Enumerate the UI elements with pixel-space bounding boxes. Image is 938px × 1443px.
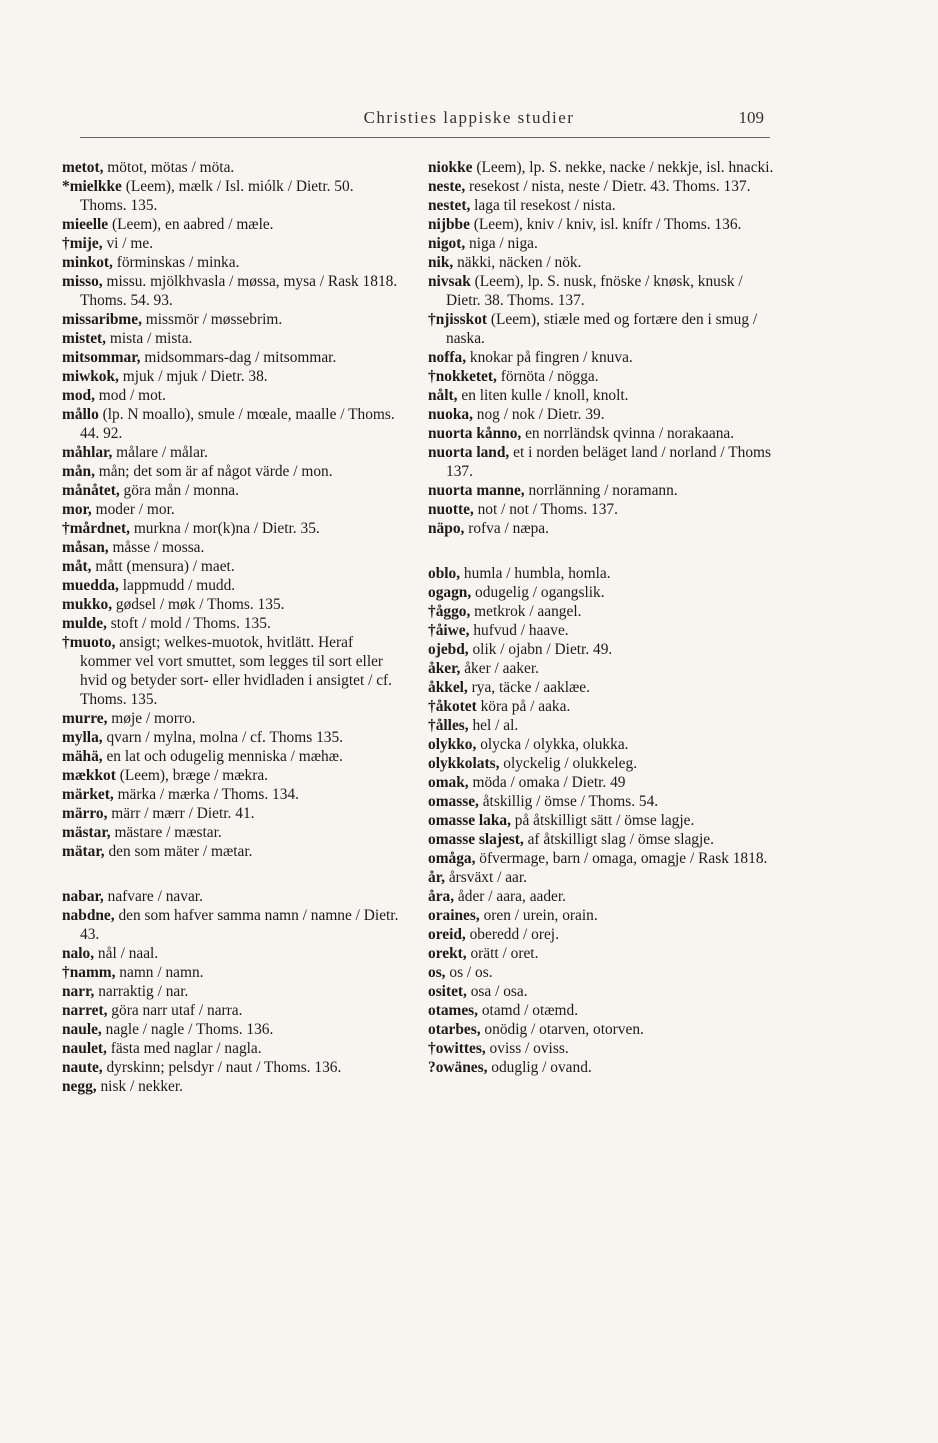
entry-headword: metot,	[62, 159, 104, 176]
entry-headword: niokke	[428, 159, 473, 176]
entry-headword: mod,	[62, 387, 95, 404]
entry-headword: nuoka,	[428, 406, 473, 423]
entry-definition: (Leem), bræge / mækra.	[115, 767, 269, 784]
entry-definition: mista / mista.	[106, 330, 193, 347]
entry-definition: osa / osa.	[466, 983, 528, 1000]
entry-definition: märka / mærka / Thoms. 134.	[113, 786, 299, 803]
dictionary-entry	[428, 272, 776, 310]
entry-definition: niga / niga.	[465, 235, 538, 252]
entry-headword: mähä,	[62, 748, 103, 765]
entry-definition: otamd / otæmd.	[478, 1002, 579, 1019]
dictionary-entry	[428, 697, 776, 716]
dictionary-entry	[428, 196, 776, 215]
entry-headword: narr,	[62, 983, 95, 1000]
entry-definition: resekost / nista, neste / Dietr. 43. Thoms. 137.	[465, 178, 751, 195]
entry-definition: på åtskilligt sätt / ömse lagje.	[510, 812, 695, 829]
entry-definition: narraktig / nar.	[94, 983, 189, 1000]
entry-definition: qvarn / mylna, molna / cf. Thoms 135.	[102, 729, 343, 746]
dictionary-entry	[428, 367, 776, 386]
dictionary-entry	[428, 773, 776, 792]
entry-headword: mulde,	[62, 615, 107, 632]
entry-headword: mækkot	[62, 767, 116, 784]
entry-definition: stoft / mold / Thoms. 135.	[106, 615, 271, 632]
entry-definition: missu. mjölkhvasla / møssa, mysa / Rask 1818. Thoms. 54. 93.	[80, 273, 398, 309]
entry-headword: orekt,	[428, 945, 467, 962]
dictionary-entry	[428, 678, 776, 697]
entry-headword: nik,	[428, 254, 454, 271]
entry-definition: förnöta / nögga.	[496, 368, 599, 385]
dictionary-entry	[62, 386, 402, 405]
entry-headword: måsan,	[62, 539, 109, 556]
dictionary-entry	[62, 982, 402, 1001]
entry-definition: olycka / olykka, olukka.	[476, 736, 629, 753]
dictionary-entry	[62, 443, 402, 462]
dictionary-entry	[62, 823, 402, 842]
entry-headword: ositet,	[428, 983, 467, 1000]
dictionary-entry	[62, 944, 402, 963]
entry-definition: en liten kulle / knoll, knolt.	[457, 387, 629, 404]
entry-definition: (Leem), mælk / Isl. miólk / Dietr. 50. Thoms. 135.	[80, 178, 354, 214]
entry-headword: †muoto,	[62, 634, 116, 651]
dictionary-entry	[62, 1058, 402, 1077]
dictionary-entry	[62, 158, 402, 177]
entry-headword: nestet,	[428, 197, 471, 214]
entry-definition: et i norden beläget land / norland / Thoms 137.	[446, 444, 771, 480]
entry-definition: mästare / mæstar.	[110, 824, 222, 841]
entry-headword: †mårdnet,	[62, 520, 130, 537]
entry-definition: (lp. N moallo), smule / mœale, maalle / Thoms. 44. 92.	[80, 406, 395, 442]
entry-definition: den som mäter / mætar.	[104, 843, 253, 860]
entry-headword: omasse slajest,	[428, 831, 524, 848]
dictionary-entry	[428, 519, 776, 538]
entry-definition: åker / aaker.	[460, 660, 539, 677]
dictionary-entry	[428, 234, 776, 253]
dictionary-entry	[428, 1020, 776, 1039]
entry-definition: göra narr utaf / narra.	[107, 1002, 243, 1019]
entry-headword: mukko,	[62, 596, 113, 613]
left-column	[62, 158, 402, 1096]
entry-definition: hel / al.	[468, 717, 519, 734]
dictionary-entry	[428, 982, 776, 1001]
entry-headword: märro,	[62, 805, 108, 822]
dictionary-entry	[428, 1058, 776, 1077]
entry-definition: laga til resekost / nista.	[470, 197, 616, 214]
dictionary-entry	[62, 633, 402, 709]
entry-headword: år,	[428, 869, 445, 886]
entry-definition: möda / omaka / Dietr. 49	[468, 774, 626, 791]
dictionary-entry	[62, 367, 402, 386]
entry-headword: missaribme,	[62, 311, 142, 328]
entry-headword: murre,	[62, 710, 108, 727]
entry-headword: naute,	[62, 1059, 103, 1076]
entry-definition: midsommars-dag / mitsommar.	[140, 349, 337, 366]
dictionary-entry	[62, 1077, 402, 1096]
dictionary-entry	[62, 310, 402, 329]
entry-headword: nabar,	[62, 888, 104, 905]
entry-headword: nivsak	[428, 273, 471, 290]
dictionary-entry	[62, 709, 402, 728]
entry-headword: noffa,	[428, 349, 467, 366]
entry-definition: mötot, mötas / möta.	[103, 159, 235, 176]
dictionary-entry	[62, 614, 402, 633]
entry-headword: †åggo,	[428, 603, 471, 620]
entry-headword: muedda,	[62, 577, 119, 594]
entry-headword: nabdne,	[62, 907, 115, 924]
entry-headword: mätar,	[62, 843, 105, 860]
entry-headword: minkot,	[62, 254, 113, 271]
entry-definition: oviss / oviss.	[485, 1040, 569, 1057]
entry-definition: målare / målar.	[112, 444, 209, 461]
dictionary-entry	[62, 728, 402, 747]
dictionary-entry	[62, 747, 402, 766]
section-spacer	[428, 538, 776, 564]
dictionary-entry	[428, 1039, 776, 1058]
dictionary-entry	[62, 595, 402, 614]
entry-definition: metkrok / aangel.	[470, 603, 582, 620]
entry-definition: (Leem), kniv / kniv, isl. knífr / Thoms. 136.	[469, 216, 742, 233]
dictionary-entry	[62, 462, 402, 481]
entry-headword: neste,	[428, 178, 466, 195]
entry-headword: ?owänes,	[428, 1059, 488, 1076]
dictionary-entry	[428, 386, 776, 405]
entry-headword: ogagn,	[428, 584, 472, 601]
entry-headword: mållo	[62, 406, 99, 423]
dictionary-entry	[62, 234, 402, 253]
dictionary-entry	[428, 583, 776, 602]
entry-headword: nuorta manne,	[428, 482, 525, 499]
entry-definition: (Leem), stiæle med og fortære den i smug / naska.	[446, 311, 758, 347]
dictionary-entry	[62, 1020, 402, 1039]
section-spacer	[62, 861, 402, 887]
entry-headword: †mije,	[62, 235, 103, 252]
entry-definition: rofva / næpa.	[464, 520, 549, 537]
entry-headword: omak,	[428, 774, 469, 791]
entry-headword: misso,	[62, 273, 103, 290]
entry-headword: måt,	[62, 558, 92, 575]
dictionary-entry	[428, 925, 776, 944]
entry-definition: öfvermage, barn / omaga, omagje / Rask 1818.	[475, 850, 768, 867]
entry-headword: oblo,	[428, 565, 461, 582]
dictionary-entry	[62, 348, 402, 367]
dictionary-entry	[428, 659, 776, 678]
entry-headword: mistet,	[62, 330, 107, 347]
entry-headword: mån,	[62, 463, 95, 480]
dictionary-entry	[428, 830, 776, 849]
dictionary-entry	[428, 500, 776, 519]
entry-headword: †åiwe,	[428, 622, 470, 639]
header-rule	[80, 137, 770, 138]
dictionary-entry	[428, 481, 776, 500]
entry-definition: olyckelig / olukkeleg.	[499, 755, 638, 772]
entry-definition: oren / urein, orain.	[479, 907, 598, 924]
dictionary-entry	[62, 519, 402, 538]
entry-definition: nog / nok / Dietr. 39.	[472, 406, 605, 423]
page-number: 109	[738, 108, 764, 127]
entry-headword: †ålles,	[428, 717, 469, 734]
dictionary-entry	[62, 766, 402, 785]
entry-headword: nalo,	[62, 945, 95, 962]
entry-headword: naulet,	[62, 1040, 107, 1057]
entry-definition: oduglig / ovand.	[487, 1059, 592, 1076]
entry-headword: miwkok,	[62, 368, 119, 385]
entry-headword: omasse,	[428, 793, 479, 810]
entry-definition: en lat och odugelig menniska / mæhæ.	[102, 748, 343, 765]
dictionary-entry	[62, 405, 402, 443]
entry-definition: årsväxt / aar.	[444, 869, 528, 886]
dictionary-entry	[62, 804, 402, 823]
entry-headword: otarbes,	[428, 1021, 481, 1038]
entry-definition: (Leem), en aabred / mæle.	[108, 216, 274, 233]
dictionary-entry	[428, 158, 776, 177]
entry-headword: †åkotet	[428, 698, 477, 715]
entry-headword: ojebd,	[428, 641, 469, 658]
entry-definition: missmör / møssebrim.	[141, 311, 283, 328]
dictionary-entry	[428, 887, 776, 906]
entry-definition: ansigt; welkes-muotok, hvitlätt. Heraf kommer vel vort smuttet, som legges til sort eller hvid og betyder sort- eller hvidladen i ansigtet / cf. Thoms. 135.	[80, 634, 392, 708]
dictionary-entry	[62, 215, 402, 234]
dictionary-entry	[428, 1001, 776, 1020]
dictionary-entry	[428, 716, 776, 735]
entry-headword: nuorta land,	[428, 444, 510, 461]
entry-definition: møje / morro.	[107, 710, 196, 727]
dictionary-entry	[428, 735, 776, 754]
entry-headword: naule,	[62, 1021, 102, 1038]
entry-headword: †nokketet,	[428, 368, 497, 385]
entry-headword: åra,	[428, 888, 455, 905]
entry-definition: oberedd / orej.	[465, 926, 559, 943]
entry-headword: måhlar,	[62, 444, 113, 461]
entry-definition: måsse / mossa.	[108, 539, 205, 556]
entry-headword: mor,	[62, 501, 92, 518]
dictionary-entry	[428, 811, 776, 830]
dictionary-entry	[62, 1001, 402, 1020]
entry-definition: hufvud / haave.	[469, 622, 569, 639]
dictionary-entry	[428, 621, 776, 640]
entry-definition: vi / me.	[102, 235, 154, 252]
entry-definition: mån; det som är af något värde / mon.	[94, 463, 333, 480]
entry-headword: olykkolats,	[428, 755, 500, 772]
entry-headword: nuorta kånno,	[428, 425, 522, 442]
dictionary-entry	[428, 963, 776, 982]
entry-definition: nål / naal.	[94, 945, 159, 962]
entry-headword: mieelle	[62, 216, 109, 233]
dictionary-entry	[62, 177, 402, 215]
dictionary-entry	[428, 405, 776, 424]
entry-definition: mjuk / mjuk / Dietr. 38.	[118, 368, 268, 385]
dictionary-entry	[428, 310, 776, 348]
entry-definition: os / os.	[445, 964, 493, 981]
dictionary-entry	[428, 868, 776, 887]
entry-definition: (Leem), lp. S. nusk, fnöske / knøsk, knusk / Dietr. 38. Thoms. 137.	[446, 273, 743, 309]
entry-headword: näpo,	[428, 520, 465, 537]
entry-definition: nagle / nagle / Thoms. 136.	[101, 1021, 274, 1038]
entry-headword: omasse laka,	[428, 812, 511, 829]
entry-definition: fästa med naglar / nagla.	[106, 1040, 262, 1057]
entry-definition: dyrskinn; pelsdyr / naut / Thoms. 136.	[102, 1059, 342, 1076]
entry-definition: norrlänning / noramann.	[524, 482, 678, 499]
entry-definition: nisk / nekker.	[96, 1078, 183, 1095]
entry-definition: den som hafver samma namn / namne / Dietr. 43.	[80, 907, 399, 943]
dictionary-entry	[62, 576, 402, 595]
dictionary-entry	[428, 443, 776, 481]
entry-definition: moder / mor.	[91, 501, 175, 518]
dictionary-entry	[62, 887, 402, 906]
entry-definition: nafvare / navar.	[103, 888, 203, 905]
dictionary-entry	[62, 253, 402, 272]
entry-headword: oreid,	[428, 926, 466, 943]
entry-definition: märr / mærr / Dietr. 41.	[107, 805, 255, 822]
dictionary-entry	[62, 500, 402, 519]
entry-headword: månåtet,	[62, 482, 120, 499]
entry-headword: nigot,	[428, 235, 466, 252]
entry-definition: not / not / Thoms. 137.	[473, 501, 618, 518]
entry-headword: åkkel,	[428, 679, 468, 696]
entry-headword: åker,	[428, 660, 461, 677]
dictionary-entry	[428, 849, 776, 868]
dictionary-entry	[62, 842, 402, 861]
dictionary-entry	[428, 640, 776, 659]
entry-definition: knokar på fingren / knuva.	[466, 349, 633, 366]
entry-headword: otames,	[428, 1002, 479, 1019]
entry-headword: mylla,	[62, 729, 103, 746]
dictionary-entry	[62, 329, 402, 348]
entry-definition: förminskas / minka.	[112, 254, 240, 271]
entry-definition: af åtskilligt slag / ömse slagje.	[523, 831, 714, 848]
right-column	[428, 158, 776, 1077]
dictionary-entry	[62, 557, 402, 576]
entry-headword: nålt,	[428, 387, 458, 404]
dictionary-entry	[428, 253, 776, 272]
entry-headword: nuotte,	[428, 501, 474, 518]
entry-definition: olik / ojabn / Dietr. 49.	[468, 641, 613, 658]
dictionary-entry	[428, 906, 776, 925]
entry-definition: åtskillig / ömse / Thoms. 54.	[478, 793, 659, 810]
entry-definition: köra på / aaka.	[476, 698, 571, 715]
entry-definition: åder / aara, aader.	[454, 888, 567, 905]
dictionary-entry	[428, 564, 776, 583]
entry-headword: †owittes,	[428, 1040, 486, 1057]
entry-headword: oraines,	[428, 907, 480, 924]
entry-headword: †njisskot	[428, 311, 488, 328]
entry-definition: namn / namn.	[115, 964, 204, 981]
entry-headword: omåga,	[428, 850, 476, 867]
entry-headword: mitsommar,	[62, 349, 141, 366]
dictionary-entry	[428, 424, 776, 443]
dictionary-entry	[62, 906, 402, 944]
entry-headword: †namm,	[62, 964, 116, 981]
entry-headword: *mielkke	[62, 178, 122, 195]
dictionary-entry	[62, 481, 402, 500]
entry-definition: (Leem), lp. S. nekke, nacke / nekkje, isl. hnacki.	[472, 159, 774, 176]
dictionary-entry	[428, 754, 776, 773]
entry-headword: märket,	[62, 786, 114, 803]
entry-headword: narret,	[62, 1002, 108, 1019]
entry-definition: humla / humbla, homla.	[460, 565, 611, 582]
entry-definition: odugelig / ogangslik.	[471, 584, 605, 601]
entry-headword: negg,	[62, 1078, 97, 1095]
entry-definition: näkki, näcken / nök.	[453, 254, 582, 271]
dictionary-entry	[428, 792, 776, 811]
dictionary-entry	[62, 538, 402, 557]
entry-definition: göra mån / monna.	[119, 482, 239, 499]
dictionary-entry	[62, 785, 402, 804]
entry-definition: orätt / oret.	[466, 945, 539, 962]
dictionary-entry	[428, 602, 776, 621]
entry-definition: mod / mot.	[94, 387, 166, 404]
running-title: Christies lappiske studier	[363, 108, 575, 127]
page-header	[0, 108, 938, 132]
entry-definition: gødsel / møk / Thoms. 135.	[112, 596, 285, 613]
dictionary-entry	[428, 215, 776, 234]
dictionary-entry	[62, 963, 402, 982]
dictionary-entry	[62, 272, 402, 310]
entry-headword: nijbbe	[428, 216, 470, 233]
entry-definition: rya, täcke / aaklæe.	[467, 679, 590, 696]
dictionary-entry	[428, 944, 776, 963]
entry-definition: mått (mensura) / maet.	[91, 558, 235, 575]
entry-headword: os,	[428, 964, 446, 981]
entry-headword: olykko,	[428, 736, 477, 753]
dictionary-entry	[428, 177, 776, 196]
entry-definition: lappmudd / mudd.	[118, 577, 236, 594]
entry-definition: en norrländsk qvinna / norakaana.	[521, 425, 735, 442]
entry-definition: onödig / otarven, otorven.	[480, 1021, 644, 1038]
dictionary-entry	[428, 348, 776, 367]
dictionary-entry	[62, 1039, 402, 1058]
entry-headword: mästar,	[62, 824, 111, 841]
entry-definition: murkna / mor(k)na / Dietr. 35.	[129, 520, 320, 537]
